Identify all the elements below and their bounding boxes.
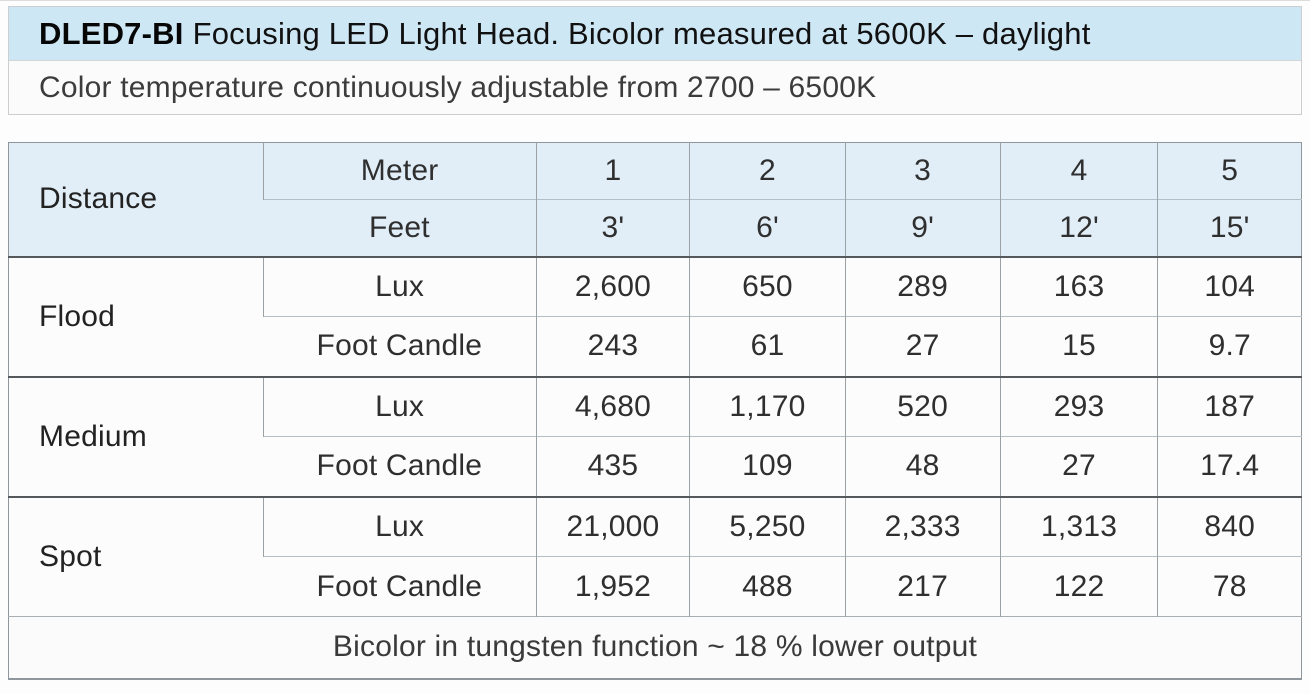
- cell-meter-1: 1: [536, 143, 690, 200]
- cell-meter-label: Meter: [263, 143, 536, 200]
- spec-sheet-page: [0, 1, 1310, 680]
- cell-spot-lux-5: 840: [1158, 497, 1302, 557]
- cell-medium-fc-5: 17.4: [1158, 437, 1302, 497]
- row-spot-lux: [9, 497, 1302, 557]
- row-medium-lux: [9, 377, 1302, 437]
- cell-spot-fc-label: Foot Candle: [263, 557, 536, 617]
- cell-medium-lux-2: 1,170: [690, 377, 845, 437]
- cell-spot-fc-5: 78: [1158, 557, 1302, 617]
- cell-flood-lux-5: 104: [1158, 257, 1302, 317]
- footnote-text: Bicolor in tungsten function ~ 18 % lower output: [9, 617, 1302, 679]
- cell-spot-fc-3: 217: [845, 557, 1000, 617]
- subtitle-text: Color temperature continuously adjustable from 2700 – 6500K: [39, 70, 877, 104]
- cell-spot-fc-2: 488: [690, 557, 845, 617]
- photometrics-table-wrap: [8, 142, 1302, 680]
- header-row-meter: [9, 143, 1302, 200]
- title-bar: [9, 7, 1301, 60]
- cell-meter-3: 3: [845, 143, 1000, 200]
- cell-flood-fc-3: 27: [845, 317, 1000, 377]
- cell-flood-fc-label: Foot Candle: [263, 317, 536, 377]
- cell-flood-fc-5: 9.7: [1158, 317, 1302, 377]
- cell-medium-lux-4: 293: [1000, 377, 1158, 437]
- cell-meter-2: 2: [690, 143, 845, 200]
- title-block: [8, 6, 1302, 115]
- cell-spot-lux-4: 1,313: [1000, 497, 1158, 557]
- cell-spot-fc-4: 122: [1000, 557, 1158, 617]
- cell-feet-4: 12': [1000, 200, 1158, 257]
- cell-medium-fc-4: 27: [1000, 437, 1158, 497]
- photometrics-table: [8, 142, 1302, 680]
- row-footnote: [9, 617, 1302, 679]
- cell-medium-lux-3: 520: [845, 377, 1000, 437]
- cell-flood-fc-4: 15: [1000, 317, 1158, 377]
- cell-medium-fc-label: Foot Candle: [263, 437, 536, 497]
- cell-medium-label: Medium: [9, 377, 264, 497]
- cell-flood-fc-2: 61: [690, 317, 845, 377]
- cell-feet-5: 15': [1158, 200, 1302, 257]
- cell-spot-lux-2: 5,250: [690, 497, 845, 557]
- cell-medium-fc-2: 109: [690, 437, 845, 497]
- cell-spot-fc-1: 1,952: [536, 557, 690, 617]
- cell-flood-lux-1: 2,600: [536, 257, 690, 317]
- cell-flood-lux-3: 289: [845, 257, 1000, 317]
- cell-flood-lux-label: Lux: [263, 257, 536, 317]
- cell-meter-4: 4: [1000, 143, 1158, 200]
- cell-spot-lux-label: Lux: [263, 497, 536, 557]
- cell-medium-lux-1: 4,680: [536, 377, 690, 437]
- cell-flood-lux-2: 650: [690, 257, 845, 317]
- cell-flood-label: Flood: [9, 257, 264, 377]
- cell-spot-label: Spot: [9, 497, 264, 617]
- cell-feet-3: 9': [845, 200, 1000, 257]
- cell-spot-lux-1: 21,000: [536, 497, 690, 557]
- cell-medium-lux-5: 187: [1158, 377, 1302, 437]
- subtitle-bar: [9, 60, 1301, 114]
- cell-medium-lux-label: Lux: [263, 377, 536, 437]
- product-description: Focusing LED Light Head. Bicolor measured at 5600K – daylight: [192, 15, 1091, 51]
- row-flood-lux: [9, 257, 1302, 317]
- cell-feet-label: Feet: [263, 200, 536, 257]
- cell-distance-label: Distance: [9, 143, 264, 257]
- product-name: DLED7-BI: [39, 15, 184, 51]
- cell-medium-fc-1: 435: [536, 437, 690, 497]
- cell-flood-fc-1: 243: [536, 317, 690, 377]
- cell-flood-lux-4: 163: [1000, 257, 1158, 317]
- cell-medium-fc-3: 48: [845, 437, 1000, 497]
- cell-feet-1: 3': [536, 200, 690, 257]
- cell-feet-2: 6': [690, 200, 845, 257]
- cell-spot-lux-3: 2,333: [845, 497, 1000, 557]
- cell-meter-5: 5: [1158, 143, 1302, 200]
